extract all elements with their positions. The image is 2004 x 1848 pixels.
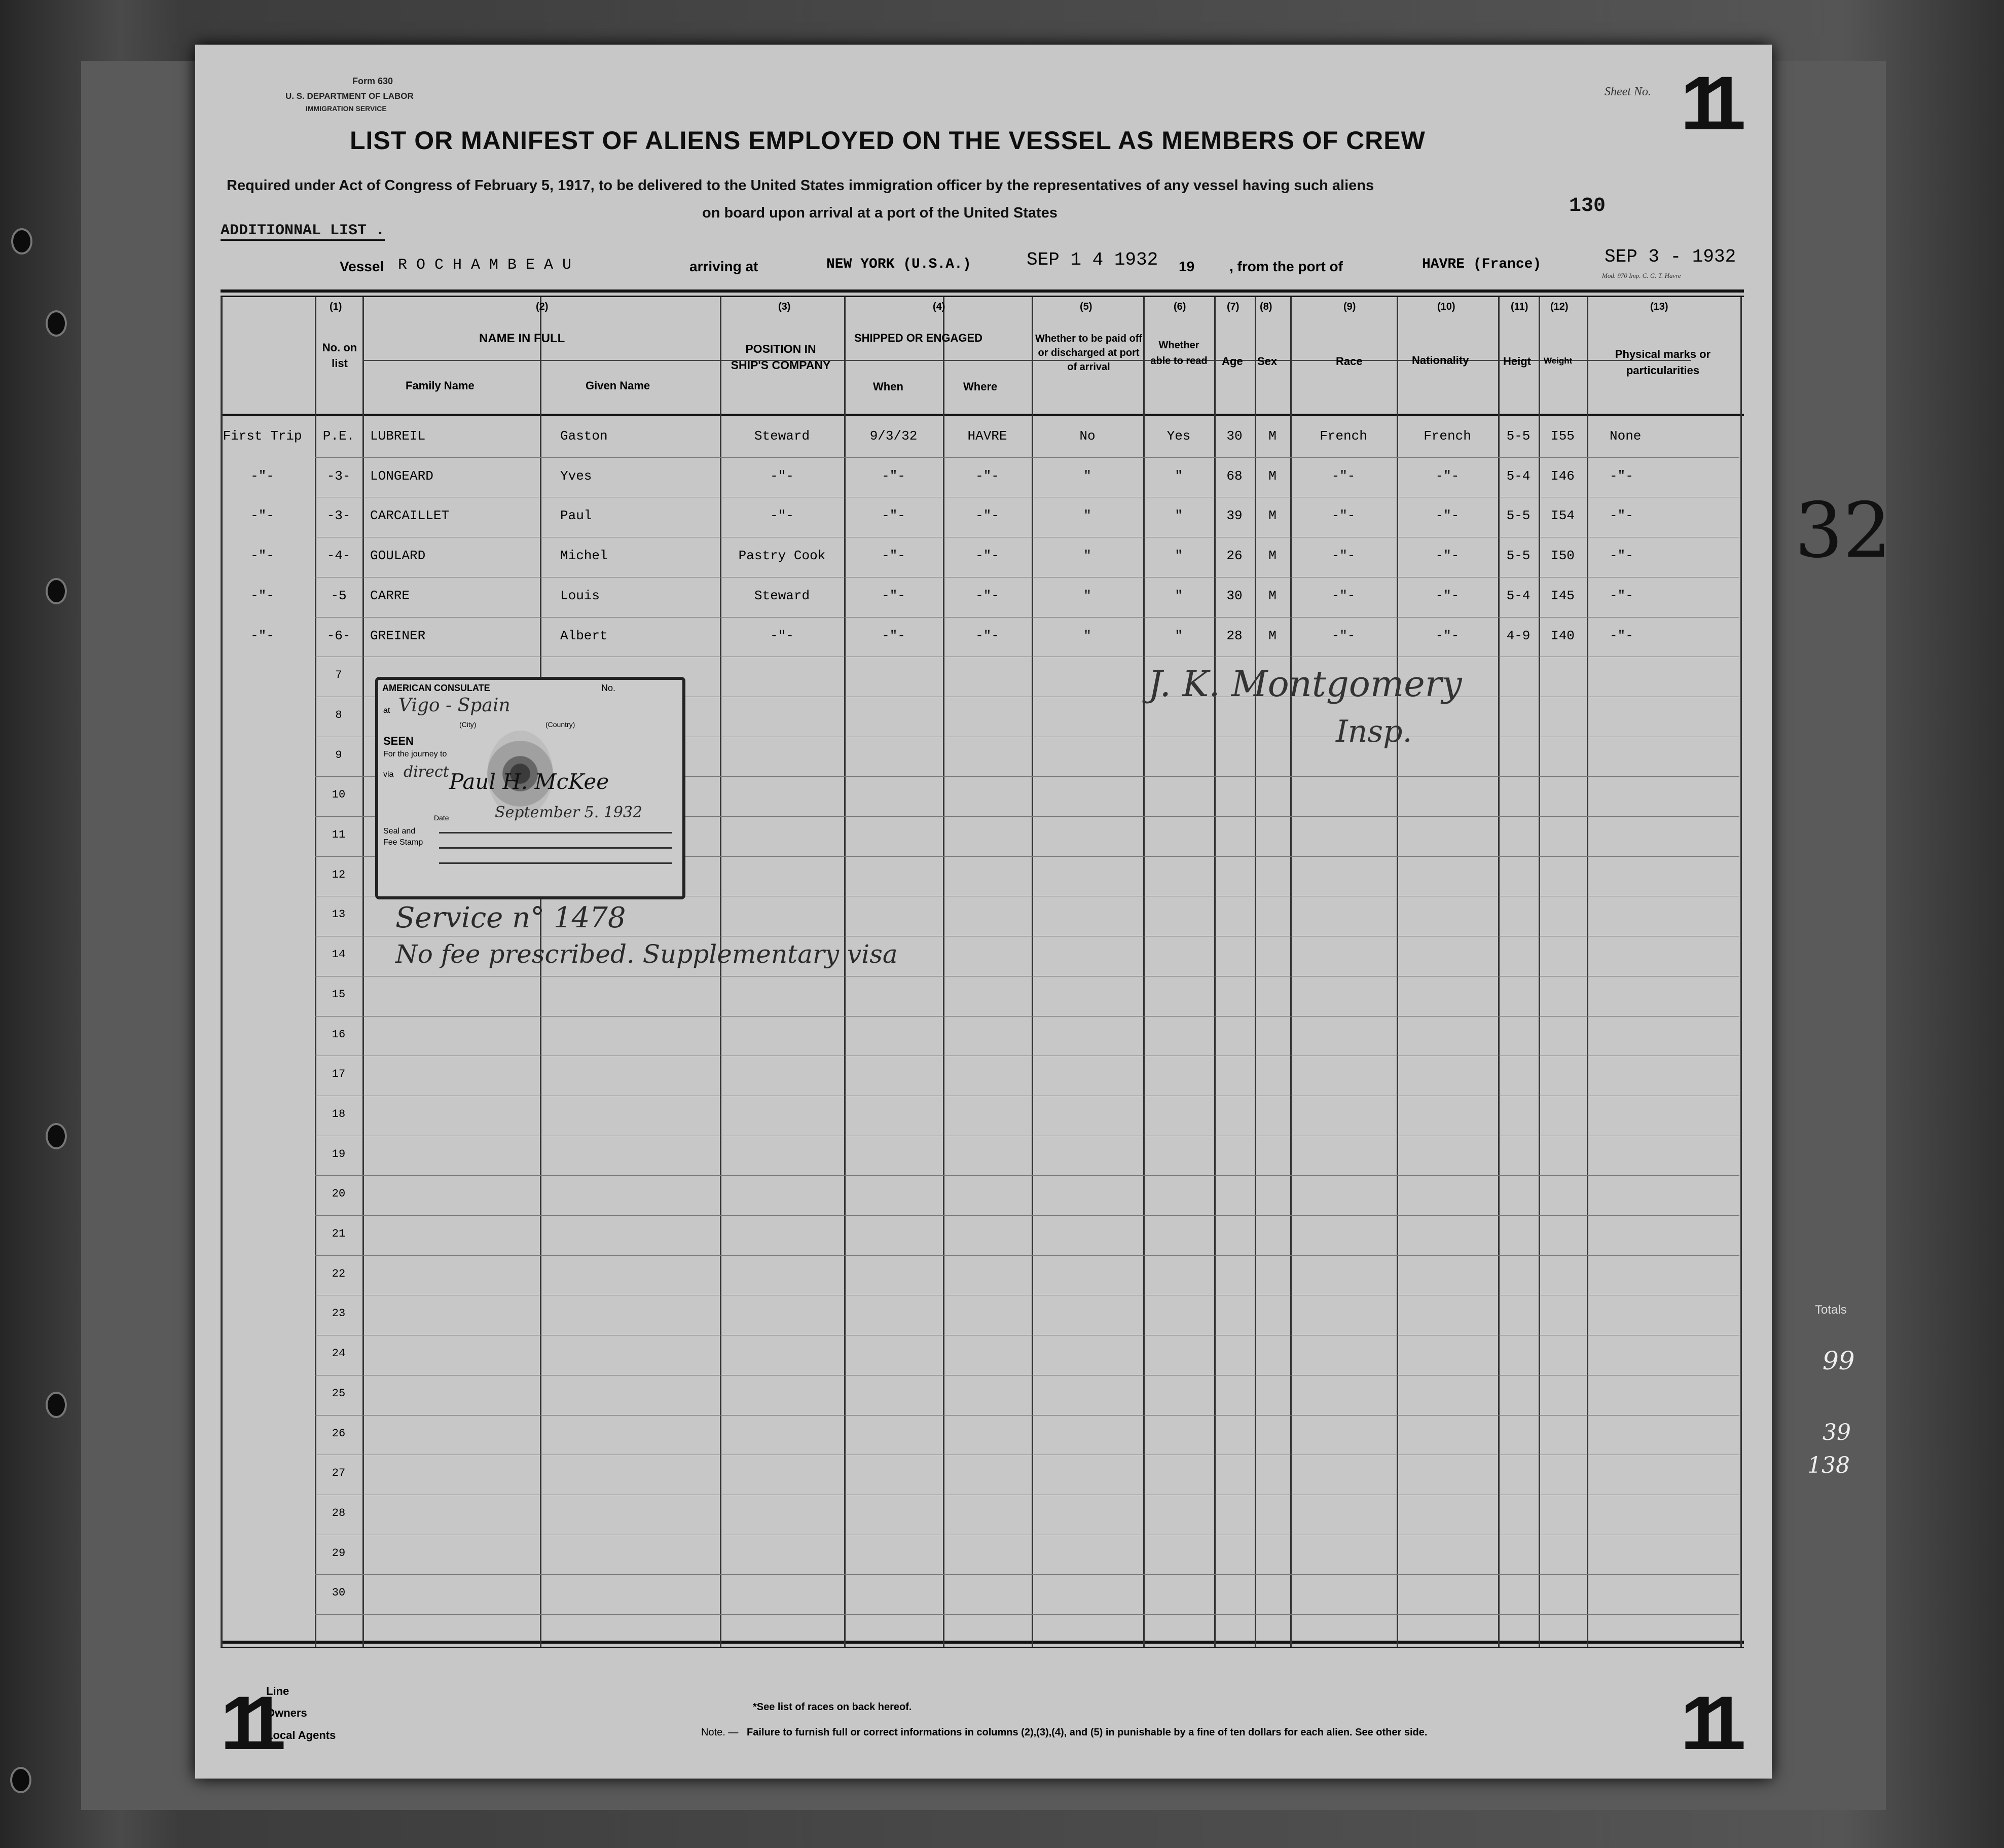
note-text: Failure to furnish full or correct informations in columns (2),(3),(4), and (5) in punishable by a fine of ten dollars for each alien. See other side. — [747, 1727, 1428, 1738]
row-weight: I40 — [1551, 628, 1575, 643]
row-number: 28 — [332, 1507, 346, 1519]
row-rule — [315, 1614, 1739, 1615]
punch-hole — [46, 1123, 67, 1149]
footer-line-label: Line — [266, 1685, 289, 1697]
row-rule — [315, 1016, 1739, 1017]
stamp-seal-label: Seal and — [383, 827, 416, 836]
row-paid-off: No — [1079, 428, 1096, 444]
punch-hole — [46, 578, 67, 604]
col11-number: (11) — [1511, 301, 1528, 312]
row-age: 28 — [1226, 628, 1243, 643]
col7-label: Age — [1222, 355, 1243, 368]
row-family-name: GREINER — [370, 628, 426, 643]
row-left-note: -"- — [250, 628, 274, 643]
stamp-at-label: at — [383, 706, 390, 715]
punch-hole — [46, 310, 67, 337]
row-rule — [315, 617, 1739, 618]
vessel-name: R O C H A M B E A U — [398, 257, 572, 274]
row-race: French — [1320, 428, 1367, 444]
total-c: 138 — [1807, 1453, 1850, 1478]
subtitle-line-2: on board upon arrival at a port of the United States — [702, 205, 1058, 221]
row-number: 13 — [332, 908, 346, 921]
col11-label: Heigt — [1503, 355, 1531, 368]
row-shipped-where: -"- — [975, 508, 999, 523]
col2-family-label: Family Name — [406, 379, 475, 392]
departure-port: HAVRE (France) — [1422, 257, 1542, 272]
row-number: 10 — [332, 788, 346, 801]
col2-label: NAME IN FULL — [479, 332, 565, 345]
row-able-to-read: " — [1175, 468, 1183, 484]
row-list-number: -5 — [331, 588, 347, 603]
col5-label: Whether to be paid off or discharged at port of arrival — [1035, 333, 1143, 373]
row-physical-marks: -"- — [1610, 548, 1633, 563]
from-label: , from the port of — [1229, 259, 1343, 274]
row-position: Steward — [754, 588, 810, 603]
row-rule — [315, 1175, 1739, 1176]
row-physical-marks: -"- — [1610, 468, 1633, 484]
col1-number: (1) — [330, 301, 342, 312]
row-shipped-when: -"- — [882, 628, 905, 643]
row-weight: I45 — [1551, 588, 1575, 603]
row-race: -"- — [1331, 508, 1356, 523]
inspector-title: Insp. — [1336, 714, 1412, 749]
column-rule — [362, 297, 364, 1647]
stamp-fee-label: Fee Stamp — [383, 838, 423, 847]
stamp-count: 130 — [1569, 195, 1606, 218]
arrival-date-stamp: SEP 1 4 1932 — [1027, 249, 1158, 270]
column-rule — [1032, 297, 1033, 1647]
column-rule — [1214, 297, 1216, 1647]
row-race: -"- — [1331, 548, 1356, 563]
column-rule — [1397, 297, 1398, 1647]
row-family-name: GOULARD — [370, 548, 426, 563]
row-number: 29 — [332, 1547, 346, 1560]
printer-note: Mod. 970 Imp. C. G. T. Havre — [1602, 272, 1681, 279]
row-physical-marks: None — [1610, 428, 1642, 444]
row-race: -"- — [1331, 628, 1356, 643]
row-family-name: LUBREIL — [370, 428, 426, 444]
margin-number: 32 — [1795, 487, 1891, 575]
row-rule — [315, 1574, 1739, 1575]
subtitle-line-1: Required under Act of Congress of February 5, 1917, to be delivered to the United States immigration officer by the representatives of any vessel having such aliens — [227, 177, 1374, 194]
row-nationality: -"- — [1435, 548, 1460, 563]
row-age: 30 — [1226, 428, 1243, 444]
row-position: Steward — [754, 428, 810, 444]
row-rule — [315, 1415, 1739, 1416]
row-position: -"- — [770, 508, 794, 523]
row-shipped-when: -"- — [882, 468, 905, 484]
col3-number: (3) — [778, 301, 791, 312]
row-sex: M — [1268, 508, 1277, 523]
sheet-label: Sheet No. — [1605, 85, 1651, 98]
row-shipped-where: -"- — [975, 548, 999, 563]
row-able-to-read: " — [1175, 548, 1183, 563]
col4-number: (4) — [933, 301, 945, 312]
row-position: -"- — [770, 468, 794, 484]
col12-number: (12) — [1550, 301, 1569, 312]
col4-when-label: When — [873, 380, 903, 393]
row-given-name: Gaston — [560, 428, 608, 444]
row-rule — [315, 1215, 1739, 1216]
fee-note: No fee prescribed. Supplementary visa — [395, 939, 898, 969]
row-shipped-when: -"- — [882, 588, 905, 603]
sheet-number: 11 — [1681, 60, 1731, 146]
row-number: 17 — [332, 1068, 346, 1080]
col5-number: (5) — [1080, 301, 1092, 312]
row-weight: I50 — [1551, 548, 1575, 563]
row-shipped-when: 9/3/32 — [869, 428, 918, 444]
row-able-to-read: Yes — [1167, 428, 1191, 444]
row-sex: M — [1268, 548, 1277, 563]
row-given-name: Paul — [560, 508, 592, 523]
row-age: 68 — [1226, 468, 1243, 484]
row-height: 5-5 — [1506, 508, 1531, 523]
row-left-note: First Trip — [223, 428, 302, 444]
row-race: -"- — [1331, 468, 1356, 484]
consulate-visa-stamp — [375, 677, 685, 899]
row-family-name: CARRE — [370, 588, 410, 603]
col9-number: (9) — [1343, 301, 1356, 312]
row-left-note: -"- — [250, 468, 274, 484]
row-able-to-read: " — [1175, 628, 1183, 643]
row-paid-off: " — [1083, 508, 1091, 523]
col4-where-label: Where — [963, 380, 998, 393]
stamp-no-label: No. — [601, 683, 616, 693]
row-left-note: -"- — [250, 548, 274, 563]
row-list-number: -4- — [326, 548, 351, 563]
col2-given-label: Given Name — [586, 379, 650, 392]
row-nationality: -"- — [1435, 628, 1460, 643]
column-rule — [1290, 297, 1292, 1647]
row-position: -"- — [770, 628, 794, 643]
column-rule — [315, 297, 316, 1647]
row-height: 5-5 — [1506, 548, 1531, 563]
row-age: 26 — [1226, 548, 1243, 563]
arriving-label: arriving at — [689, 259, 758, 274]
row-number: 22 — [332, 1267, 346, 1280]
note-label: Note. — — [701, 1727, 739, 1738]
row-paid-off: " — [1083, 588, 1091, 603]
row-list-number: -3- — [326, 508, 351, 523]
col10-number: (10) — [1437, 301, 1455, 312]
column-rule — [720, 297, 721, 1647]
row-sex: M — [1268, 588, 1277, 603]
row-physical-marks: -"- — [1610, 588, 1633, 603]
punch-hole — [11, 228, 32, 255]
row-given-name: Yves — [560, 468, 592, 484]
stamp-header: AMERICAN CONSULATE — [382, 683, 490, 693]
row-paid-off: " — [1083, 548, 1091, 563]
row-able-to-read: " — [1175, 508, 1183, 523]
row-family-name: LONGEARD — [370, 468, 433, 484]
corner-number-left: 11 — [221, 1680, 271, 1765]
row-number: 7 — [335, 669, 342, 681]
row-list-number: -3- — [326, 468, 351, 484]
list-type: ADDITIONNAL LIST . — [221, 222, 385, 241]
stamp-journey-label: For the journey to — [383, 750, 447, 758]
punch-hole — [10, 1767, 31, 1793]
col10-label: Nationality — [1412, 354, 1469, 367]
col3-label: POSITION IN SHIP'S COMPANY — [731, 342, 831, 372]
col7-number: (7) — [1227, 301, 1240, 312]
row-number: 12 — [332, 868, 346, 881]
row-shipped-where: HAVRE — [967, 428, 1007, 444]
row-sex: M — [1268, 428, 1277, 444]
row-shipped-where: -"- — [975, 468, 999, 484]
stamp-route: direct — [404, 763, 449, 781]
row-sex: M — [1268, 628, 1277, 643]
row-shipped-when: -"- — [882, 548, 905, 563]
col2-number: (2) — [536, 301, 549, 312]
row-number: 27 — [332, 1467, 346, 1479]
row-given-name: Albert — [560, 628, 608, 643]
stamp-country-caption: (Country) — [545, 720, 575, 729]
row-sex: M — [1268, 468, 1277, 484]
row-age: 39 — [1226, 508, 1243, 523]
col4-label: SHIPPED OR ENGAGED — [854, 332, 983, 344]
row-left-note: -"- — [250, 588, 274, 603]
col9-label: Race — [1336, 355, 1363, 368]
row-number: 11 — [332, 828, 346, 841]
row-physical-marks: -"- — [1610, 508, 1633, 523]
column-rule — [1539, 297, 1540, 1647]
row-given-name: Louis — [560, 588, 600, 603]
row-shipped-when: -"- — [882, 508, 905, 523]
row-height: 5-4 — [1506, 468, 1531, 484]
total-b: 39 — [1823, 1420, 1851, 1445]
department-name: U. S. DEPARTMENT OF LABOR — [285, 91, 414, 101]
row-number: 24 — [332, 1347, 346, 1360]
row-nationality: -"- — [1435, 588, 1460, 603]
row-list-number: -6- — [326, 628, 351, 643]
inspector-signature: J. K. Montgomery — [1148, 663, 1462, 705]
stamp-city: Vigo - Spain — [398, 695, 511, 716]
row-physical-marks: -"- — [1610, 628, 1633, 643]
year-label: 19 — [1179, 259, 1195, 274]
col13-label: Physical marks or particularities — [1615, 348, 1711, 377]
col6-label: Whether able to read — [1150, 340, 1208, 367]
col13-number: (13) — [1650, 301, 1668, 312]
footer-agents-label: Local Agents — [266, 1729, 336, 1742]
row-weight: I46 — [1551, 468, 1575, 484]
row-number: 8 — [335, 709, 342, 721]
row-nationality: -"- — [1435, 468, 1460, 484]
corner-number-right: 11 — [1681, 1680, 1731, 1765]
races-note: *See list of races on back hereof. — [753, 1701, 912, 1713]
row-number: 25 — [332, 1387, 346, 1400]
stamp-date: September 5. 1932 — [495, 804, 643, 821]
col8-label: Sex — [1257, 355, 1278, 368]
total-a: 99 — [1823, 1346, 1855, 1375]
row-height: 4-9 — [1506, 628, 1531, 643]
row-rule — [315, 457, 1739, 458]
stamp-date-label: Date — [434, 814, 449, 822]
column-rule — [844, 297, 846, 1647]
stamp-via-label: via — [383, 770, 394, 779]
row-number: 16 — [332, 1028, 346, 1041]
row-able-to-read: " — [1175, 588, 1183, 603]
stamp-seen: SEEN — [383, 735, 414, 747]
punch-hole — [46, 1392, 67, 1418]
column-rule — [540, 297, 541, 1647]
row-nationality: French — [1424, 428, 1471, 444]
row-shipped-where: -"- — [975, 628, 999, 643]
arriving-port: NEW YORK (U.S.A.) — [826, 257, 971, 272]
row-weight: I55 — [1551, 428, 1575, 444]
row-rule — [315, 1255, 1739, 1256]
column-rule — [1587, 297, 1588, 1647]
vessel-label: Vessel — [340, 259, 384, 274]
footer-owners-label: Owners — [266, 1707, 307, 1719]
column-rule — [1740, 297, 1742, 1647]
row-list-number: P.E. — [322, 428, 355, 444]
page-title: LIST OR MANIFEST OF ALIENS EMPLOYED ON THE VESSEL AS MEMBERS OF CREW — [350, 126, 1426, 155]
col12-label: Weight — [1544, 356, 1573, 366]
row-number: 26 — [332, 1427, 346, 1440]
column-rule — [943, 297, 944, 1647]
row-nationality: -"- — [1435, 508, 1460, 523]
stamp-city-caption: (City) — [459, 720, 477, 729]
row-weight: I54 — [1551, 508, 1575, 523]
row-left-note: -"- — [250, 508, 274, 523]
row-number: 19 — [332, 1148, 346, 1161]
row-paid-off: " — [1083, 628, 1091, 643]
row-number: 21 — [332, 1227, 346, 1240]
stamp-signature: Paul H. McKee — [449, 769, 609, 794]
row-number: 15 — [332, 988, 346, 1001]
col6-number: (6) — [1174, 301, 1186, 312]
row-position: Pastry Cook — [738, 548, 826, 563]
row-number: 20 — [332, 1187, 346, 1200]
form-number: Form 630 — [352, 76, 393, 86]
column-rule — [1143, 297, 1145, 1647]
service-name: IMMIGRATION SERVICE — [306, 104, 387, 113]
row-race: -"- — [1331, 588, 1356, 603]
departure-date-stamp: SEP 3 - 1932 — [1605, 246, 1736, 267]
row-shipped-where: -"- — [975, 588, 999, 603]
row-family-name: CARCAILLET — [370, 508, 450, 523]
totals-label: Totals — [1815, 1303, 1847, 1317]
row-paid-off: " — [1083, 468, 1091, 484]
row-number: 18 — [332, 1108, 346, 1120]
row-number: 23 — [332, 1307, 346, 1320]
row-height: 5-4 — [1506, 588, 1531, 603]
manifest-sheet — [195, 45, 1772, 1779]
column-rule — [1255, 297, 1256, 1647]
col1-label: No. on list — [322, 341, 357, 370]
row-given-name: Michel — [560, 548, 608, 563]
row-age: 30 — [1226, 588, 1243, 603]
row-number: 9 — [335, 749, 342, 762]
service-number-note: Service n° 1478 — [395, 901, 626, 934]
row-height: 5-5 — [1506, 428, 1531, 444]
col8-number: (8) — [1260, 301, 1272, 312]
row-number: 30 — [332, 1586, 346, 1599]
column-rule — [221, 297, 223, 1647]
column-rule — [1498, 297, 1500, 1647]
row-number: 14 — [332, 948, 346, 961]
